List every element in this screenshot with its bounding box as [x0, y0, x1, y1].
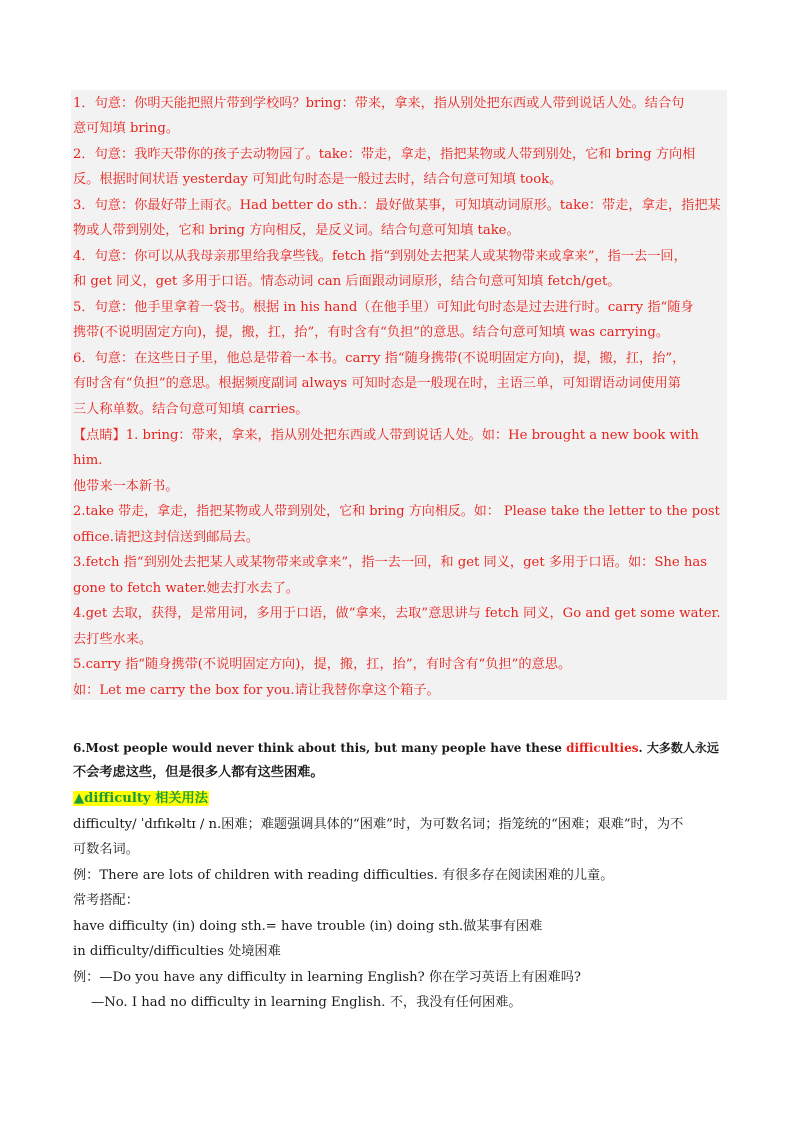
sentence-6-text: 6.Most people would never think about this, but many people have these [73, 741, 567, 755]
sentence-6-translation-start: . 大多数人永远 [638, 741, 719, 755]
tip-line: 他带来一本新书。 [73, 479, 179, 494]
usage-heading-line [73, 790, 209, 808]
answer-line: 携带(不说明固定方向)，提，搬，扛，抬”，有时含有“负担”的意思。结合句意可知填 was carrying。 [73, 325, 670, 340]
answer-line: 2．句意：我昨天带你的孩子去动物园了。take：带走，拿走，指把某物或人带到别处，它和 bring 方向相 [73, 147, 696, 162]
tip-line: 4.get 去取，获得，是常用词，多用于口语，做“拿来，去取”意思讲与 fetch 同义，Go and get some water. [73, 606, 721, 621]
usage-line-indented: —No. I had no difficulty in learning English. 不，我没有任何困难。 [91, 995, 522, 1010]
tip-line: him. [73, 453, 103, 468]
tip-line: office.请把这封信送到邮局去。 [73, 530, 259, 545]
tip-line: 5.carry 指“随身携带(不说明固定方向)，提，搬，扛，抬”，有时含有“负担”的意思。 [73, 657, 572, 672]
usage-line: 例：—Do you have any difficulty in learning English? 你在学习英语上有困难吗? [73, 970, 582, 985]
tip-line: 去打些水来。 [73, 632, 153, 647]
answer-line: 反。根据时间状语 yesterday 可知此句时态是一般过去时，结合句意可知填 took。 [73, 172, 563, 187]
usage-line: 常考搭配： [73, 893, 139, 908]
answer-line: 1．句意：你明天能把照片带到学校吗？bring：带来，拿来，指从别处把东西或人带到说话人处。结合句 [73, 96, 685, 111]
tip-line: 3.fetch 指“到别处去把某人或某物带来或拿来”，指一去一回，和 get 同义，get 多用于口语。如：She has [73, 555, 707, 570]
tip-line: 如：Let me carry the box for you.请让我替你拿这个箱子。 [73, 683, 440, 698]
tip-line: 2.take 带走，拿走，指把某物或人带到别处，它和 bring 方向相反。如： Please take the letter to the post [73, 504, 720, 519]
answer-line: 和 get 同义，get 多用于口语。情态动词 can 后面跟动词原形，结合句意可知填 fetch/get。 [73, 274, 621, 289]
usage-line: 可数名词。 [73, 842, 139, 857]
usage-line: in difficulty/difficulties 处境困难 [73, 944, 281, 959]
usage-line: 例：There are lots of children with reading difficulties. 有很多存在阅读困难的儿童。 [73, 868, 614, 883]
sentence-6-translation: 不会考虑这些，但是很多人都有这些困难。 [73, 765, 324, 780]
answer-line: 物或人带到别处，它和 bring 方向相反，是反义词。结合句意可知填 take。 [73, 223, 520, 238]
answer-line: 有时含有“负担”的意思。根据频度副词 always 可知时态是一般现在时，主语三单，可知谓语动词使用第 [73, 376, 681, 391]
tip-line: gone to fetch water.她去打水去了。 [73, 581, 299, 596]
sentence-6-line [73, 739, 719, 757]
tip-text: 1. bring：带来，拿来，指从别处把东西或人带到说话人处。如：He brought a new book with [125, 428, 699, 443]
sentence-6-keyword: difficulties [566, 741, 639, 755]
usage-line: have difficulty (in) doing sth.= have trouble (in) doing sth.做某事有困难 [73, 919, 543, 934]
answer-line: 5．句意：他手里拿着一袋书。根据 in his hand（在他手里）可知此句时态是过去进行时。carry 指“随身 [73, 300, 694, 315]
answer-line: 4．句意：你可以从我母亲那里给我拿些钱。fetch 指“到别处去把某人或某物带来或拿来”，指一去一回， [73, 249, 687, 264]
answer-line: 3．句意：你最好带上雨衣。Had better do sth.：最好做某事，可知填动词原形。take：带走，拿走，指把某 [73, 198, 721, 213]
answer-line: 意可知填 bring。 [73, 121, 180, 136]
answer-line: 三人称单数。结合句意可知填 carries。 [73, 402, 309, 417]
tip-label: 【点睛】 [73, 428, 126, 443]
answer-line: 6．句意：在这些日子里，他总是带着一本书。carry 指“随身携带(不说明固定方向)，提，搬，扛，抬”， [73, 351, 686, 366]
usage-heading: ▲difficulty 相关用法 [74, 791, 208, 806]
usage-line: difficulty/ ˈdɪfɪkəltɪ / n.困难；难题强调具体的“困难”时，为可数名词；指笼统的“困难；艰难”时，为不 [73, 817, 684, 832]
tip-line [73, 427, 699, 445]
